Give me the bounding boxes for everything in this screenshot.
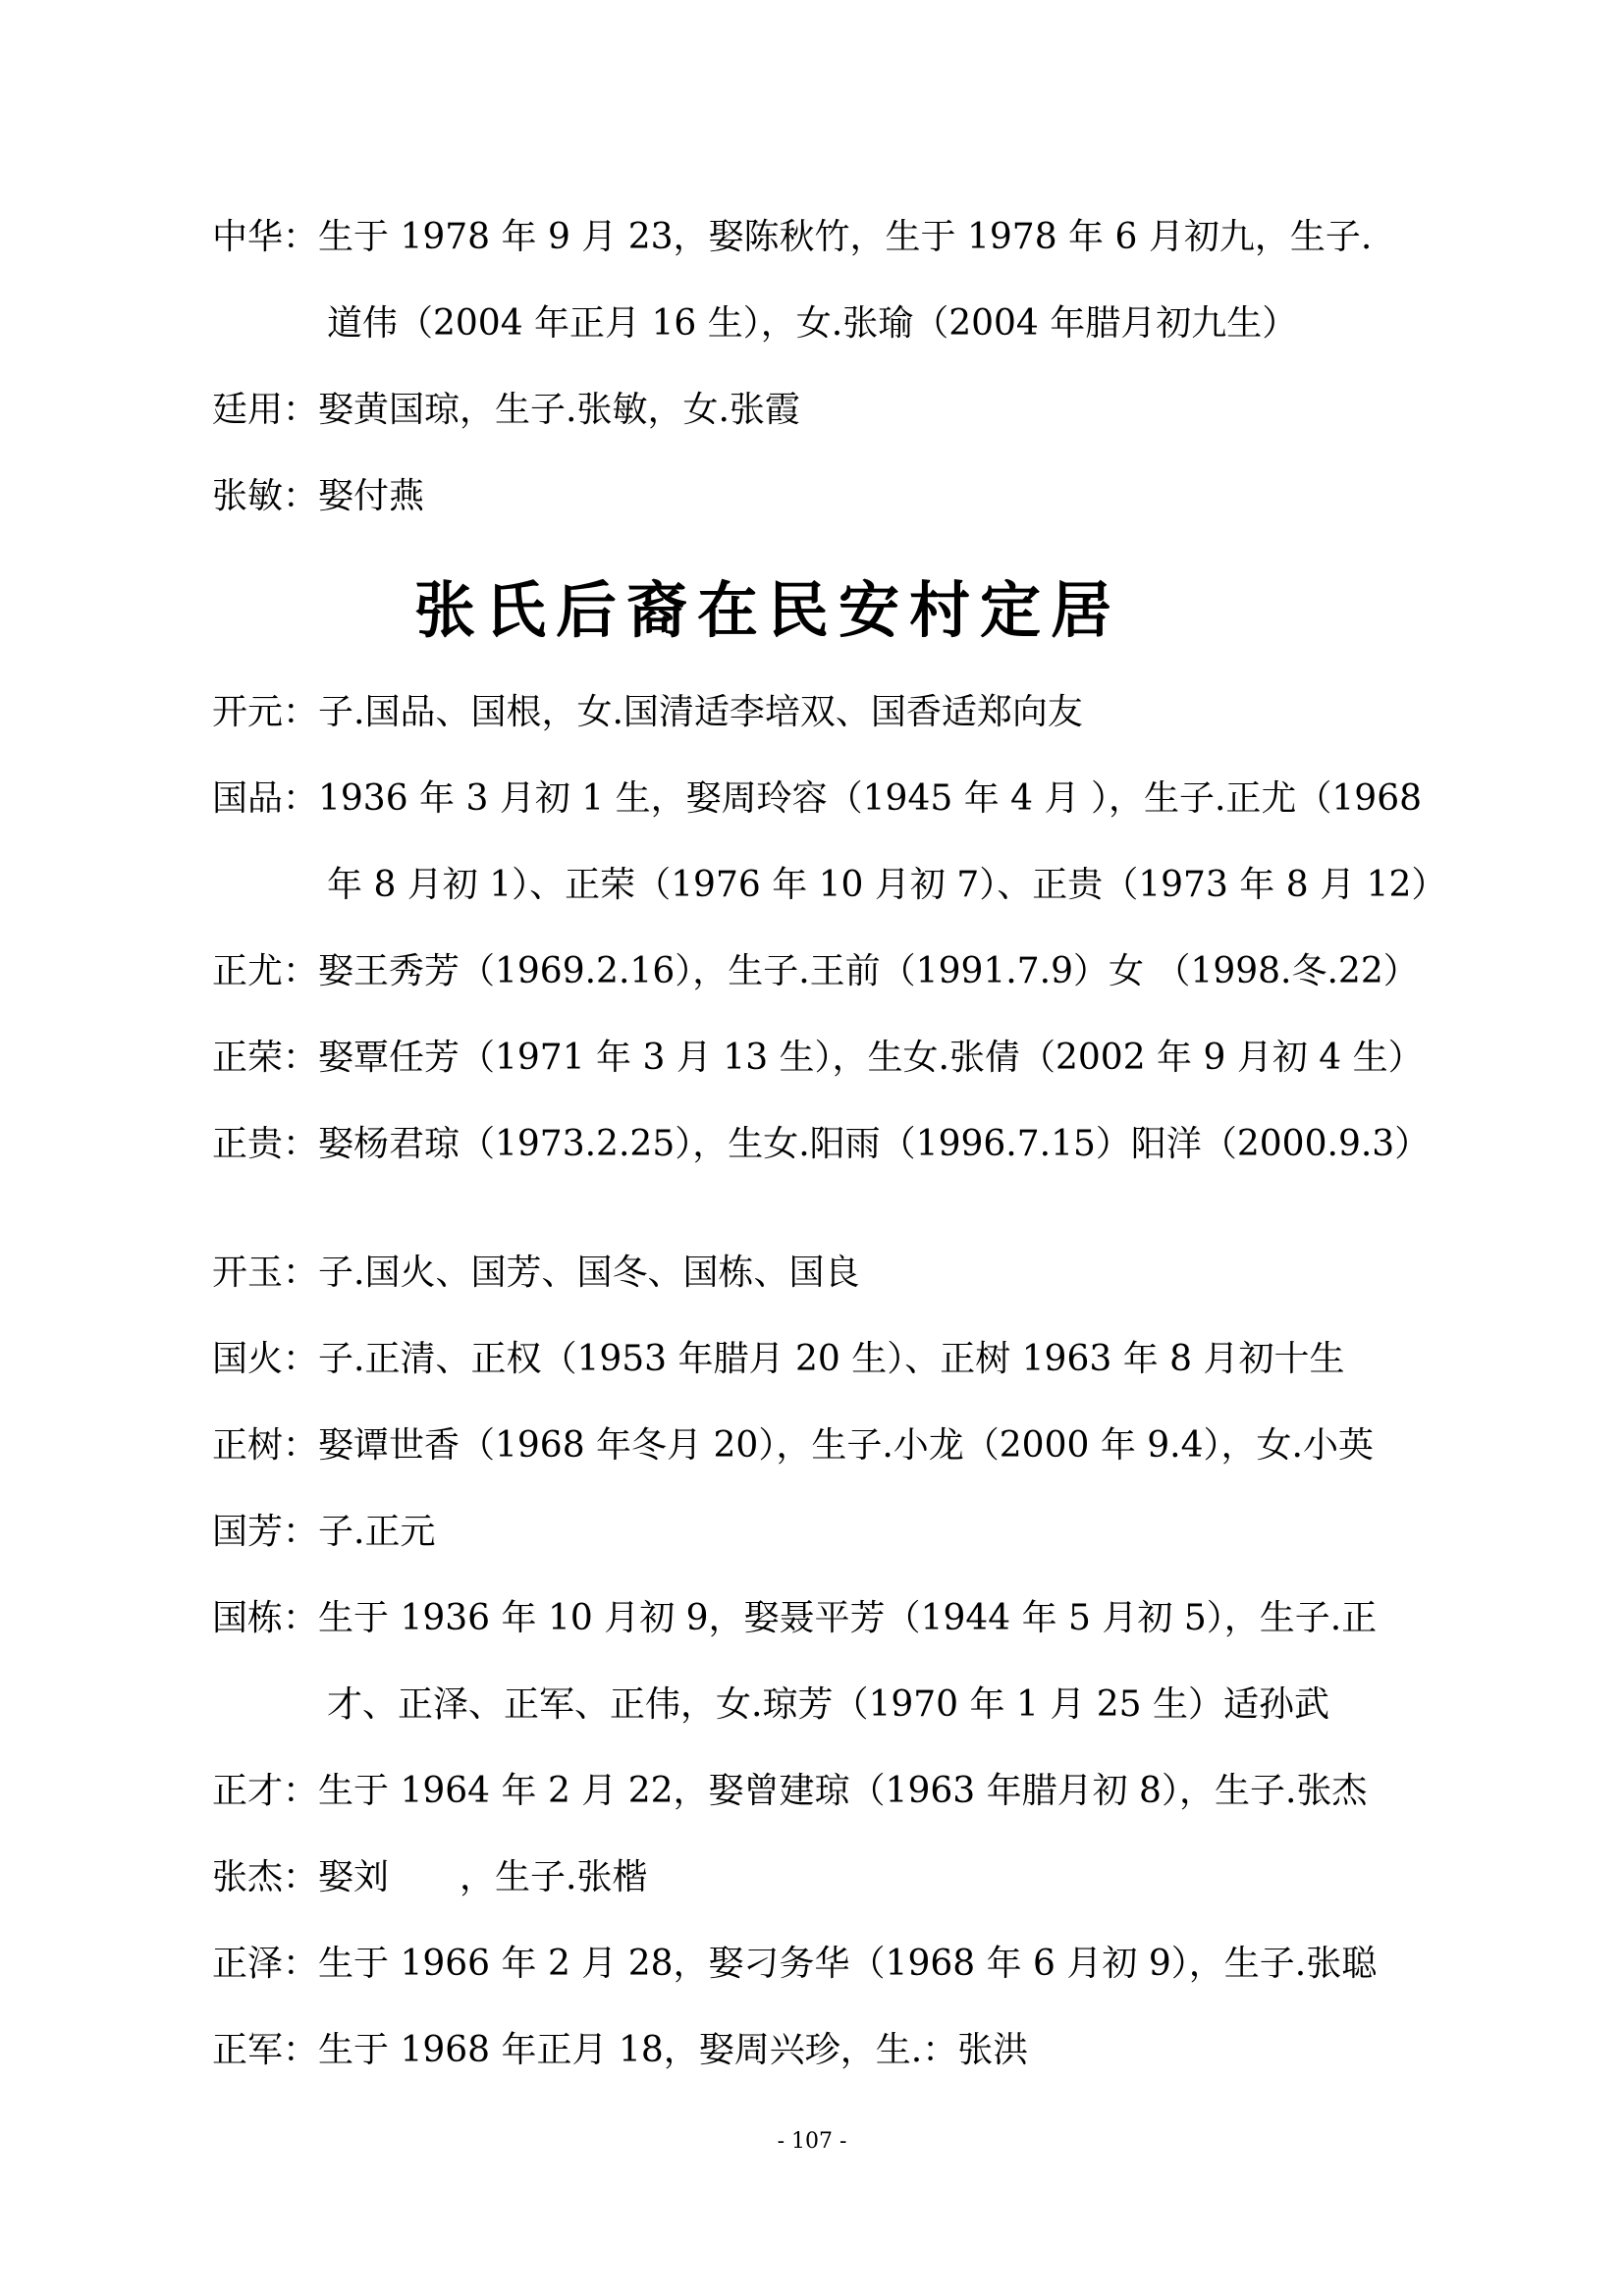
page-number: - 107 - <box>777 2129 847 2154</box>
section-heading-text: 张氏后裔在民安村定居 <box>413 574 1121 646</box>
entry-guodong-continued: 才、正泽、正军、正伟，女.琼芳（1970 年 1 月 25 生）适孙武 <box>327 1684 1329 1725</box>
entry-zhangjie: 张杰：娶刘 ，生子.张楷 <box>212 1857 648 1897</box>
entry-guopin: 国品：1936 年 3 月初 1 生，娶周玲容（1945 年 4 月 ），生子.正尤（1968 <box>212 778 1422 819</box>
entry-kaiyuan: 开元：子.国品、国根，女.国清适李培双、国香适郑向友 <box>212 692 1083 732</box>
section-heading <box>0 571 1624 650</box>
entry-guopin-continued: 年 8 月初 1）、正荣（1976 年 10 月初 7）、正贵（1973 年 8 月 12） <box>327 865 1447 905</box>
entry-zhengjun: 正军：生于 1968 年正月 18，娶周兴珍，生.：张洪 <box>212 2030 1029 2070</box>
entry-zhonghua: 中华：生于 1978 年 9 月 23，娶陈秋竹，生于 1978 年 6 月初九，生子. <box>212 217 1373 257</box>
entry-zhengshu: 正树：娶谭世香（1968 年冬月 20），生子.小龙（2000 年 9.4），女.小英 <box>212 1425 1374 1466</box>
entry-guohuo: 国火：子.正清、正权（1953 年腊月 20 生）、正树 1963 年 8 月初十生 <box>212 1339 1345 1379</box>
entry-zhengrong: 正荣：娶覃任芳（1971 年 3 月 13 生），生女.张倩（2002 年 9 月初 4 生） <box>212 1038 1424 1078</box>
entry-zhenggui: 正贵：娶杨君琼（1973.2.25），生女.阳雨（1996.7.15）阳洋（2000.9.3） <box>212 1124 1431 1164</box>
entry-guofang: 国芳：子.正元 <box>212 1512 436 1552</box>
entry-zhangmin: 张敏：娶付燕 <box>212 476 425 516</box>
entry-zhengze: 正泽：生于 1966 年 2 月 28，娶刁务华（1968 年 6 月初 9），生子.张聪 <box>212 1944 1378 1984</box>
entry-zhonghua-continued: 道伟（2004 年正月 16 生），女.张瑜（2004 年腊月初九生） <box>327 303 1298 344</box>
entry-zhengyou: 正尤：娶王秀芳（1969.2.16），生子.王前（1991.7.9）女 （1998.冬.22） <box>212 951 1419 991</box>
entry-guodong: 国栋：生于 1936 年 10 月初 9，娶聂平芳（1944 年 5 月初 5），生子.正 <box>212 1598 1378 1638</box>
entry-zhengcai: 正才：生于 1964 年 2 月 22，娶曾建琼（1963 年腊月初 8），生子.张杰 <box>212 1771 1368 1811</box>
entry-tingyong: 廷用：娶黄国琼，生子.张敏，女.张霞 <box>212 390 800 430</box>
entry-kaiyu: 开玉：子.国火、国芳、国冬、国栋、国良 <box>212 1253 860 1293</box>
